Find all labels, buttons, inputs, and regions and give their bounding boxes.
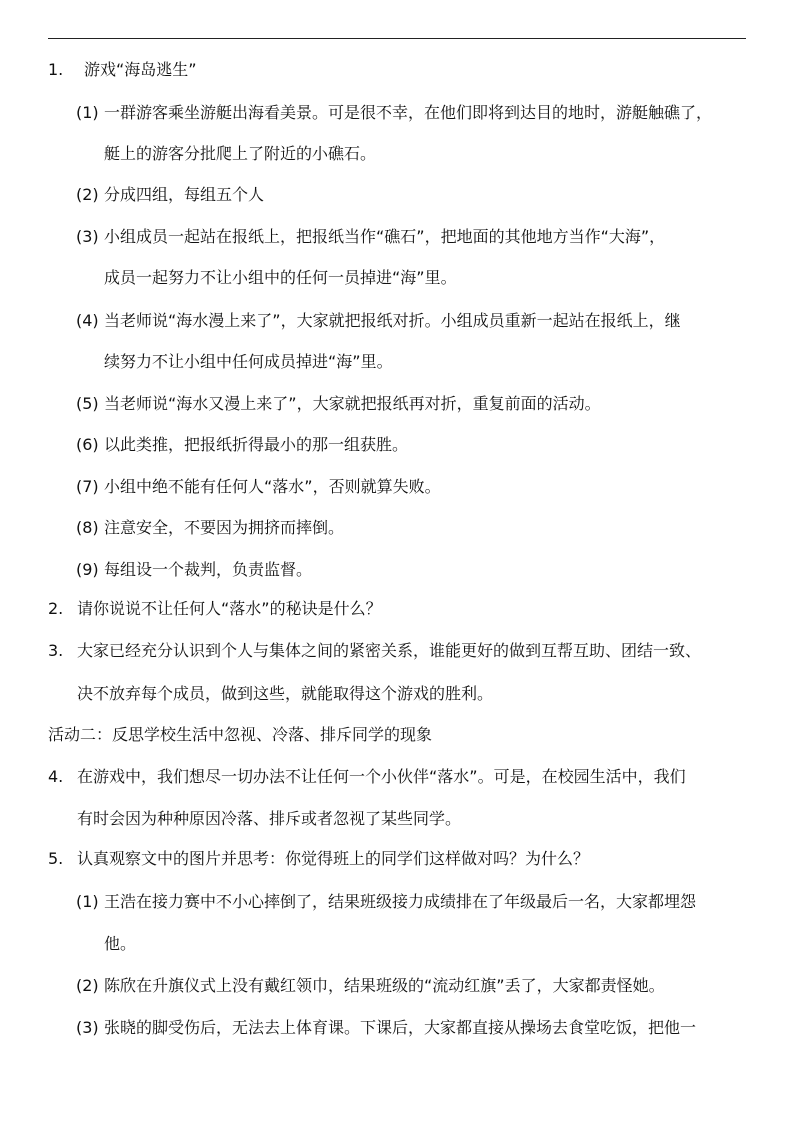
item-text-continued: 决不放弃每个成员，做到这些，就能取得这个游戏的胜利。 — [77, 684, 494, 703]
subitem-text: 王浩在接力赛中不小心摔倒了，结果班级接力成绩排在了年级最后一名，大家都埋怨 — [104, 892, 697, 911]
item-number: 1. — [48, 60, 64, 79]
item-number: 4. — [48, 767, 64, 786]
subitem-number: (2) — [76, 185, 99, 204]
item-text: 在游戏中，我们想尽一切办法不让任何一个小伙伴“落水”。可是，在校园生活中，我们 — [77, 767, 686, 786]
subitem-number: (4) — [76, 311, 99, 330]
subitem-number: (9) — [76, 560, 99, 579]
subitem-text-continued: 成员一起努力不让小组中的任何一员掉进“海”里。 — [104, 268, 457, 287]
item-text-continued: 有时会因为种种原因冷落、排斥或者忽视了某些同学。 — [77, 809, 462, 828]
subitem-text: 注意安全，不要因为拥挤而摔倒。 — [104, 518, 345, 537]
subitem-text: 分成四组，每组五个人 — [104, 185, 265, 204]
item-number: 2. — [48, 599, 64, 618]
subitem-number: (7) — [76, 477, 99, 496]
item-number: 5. — [48, 849, 64, 868]
subitem-text: 小组中绝不能有任何人“落水”，否则就算失败。 — [104, 477, 441, 496]
subitem-number: (1) — [76, 892, 99, 911]
subitem-number: (5) — [76, 394, 99, 413]
subitem-number: (2) — [76, 976, 99, 995]
section-heading: 活动二：反思学校生活中忽视、冷落、排斥同学的现象 — [48, 725, 433, 744]
subitem-text-continued: 续努力不让小组中任何成员掉进“海”里。 — [104, 352, 393, 371]
item-text: 大家已经充分认识到个人与集体之间的紧密关系，谁能更好的做到互帮互助、团结一致、 — [77, 641, 702, 660]
subitem-text: 每组设一个裁判，负责监督。 — [104, 560, 313, 579]
subitem-text: 当老师说“海水又漫上来了”，大家就把报纸再对折，重复前面的活动。 — [104, 394, 601, 413]
item-text: 请你说说不让任何人“落水”的秘诀是什么？ — [77, 599, 382, 618]
subitem-text: 小组成员一起站在报纸上，把报纸当作“礁石”，把地面的其他地方当作“大海”， — [104, 227, 666, 246]
subitem-text: 张晓的脚受伤后，无法去上体育课。下课后，大家都直接从操场去食堂吃饭，把他一 — [104, 1018, 697, 1037]
subitem-number: (3) — [76, 1018, 99, 1037]
subitem-text: 当老师说“海水漫上来了”，大家就把报纸对折。小组成员重新一起站在报纸上，继 — [104, 311, 681, 330]
subitem-text-continued: 艇上的游客分批爬上了附近的小礁石。 — [104, 144, 377, 163]
subitem-text: 以此类推，把报纸折得最小的那一组获胜。 — [104, 435, 409, 454]
subitem-number: (8) — [76, 518, 99, 537]
item-number: 3. — [48, 641, 64, 660]
subitem-text-continued: 他。 — [104, 934, 137, 953]
subitem-text: 一群游客乘坐游艇出海看美景。可是很不幸，在他们即将到达目的地时，游艇触礁了， — [104, 103, 713, 122]
item-text: 认真观察文中的图片并思考：你觉得班上的同学们这样做对吗？为什么？ — [77, 849, 590, 868]
header-rule — [48, 38, 746, 39]
subitem-number: (1) — [76, 103, 99, 122]
subitem-number: (3) — [76, 227, 99, 246]
subitem-text: 陈欣在升旗仪式上没有戴红领巾，结果班级的“流动红旗”丢了，大家都责怪她。 — [104, 976, 665, 995]
item-text: 游戏“海岛逃生” — [84, 60, 197, 79]
subitem-number: (6) — [76, 435, 99, 454]
